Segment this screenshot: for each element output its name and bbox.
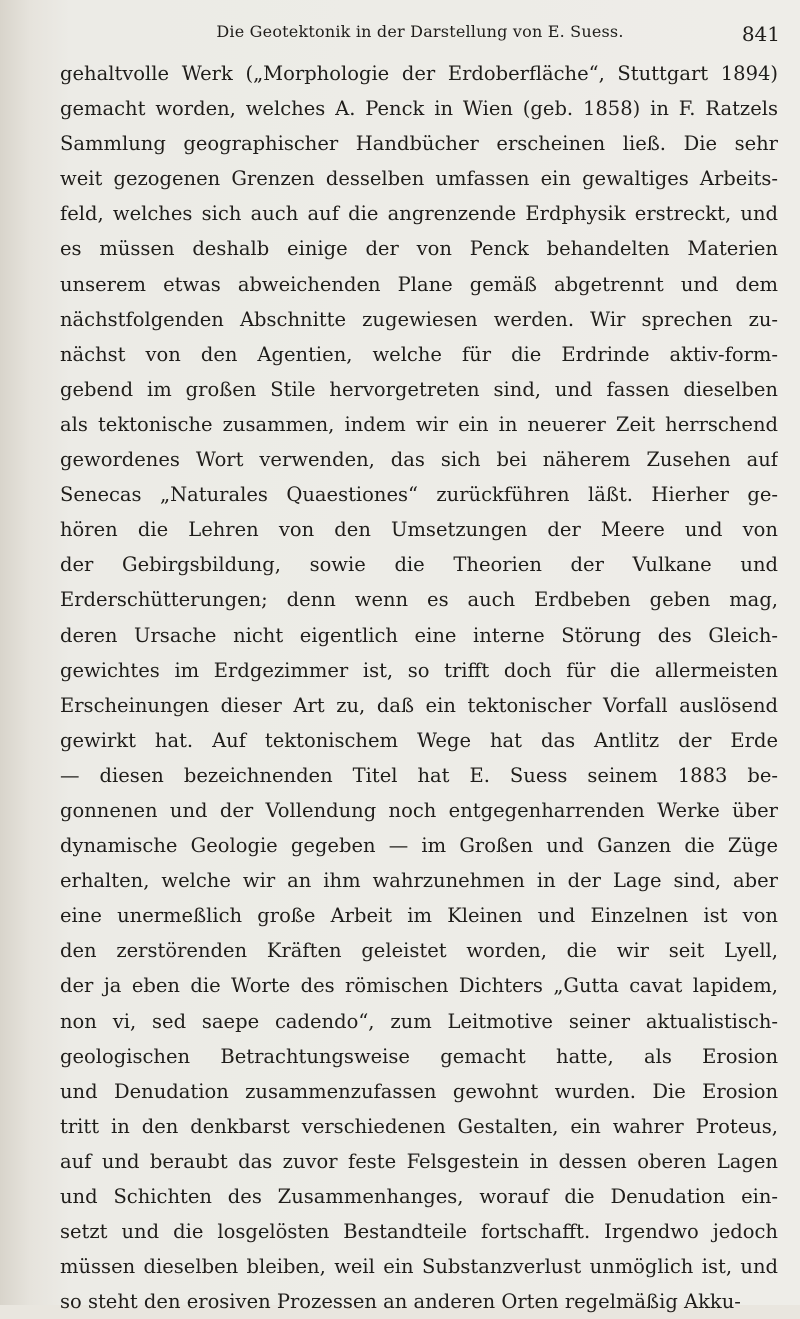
text-line: weit gezogenen Grenzen desselben umfassen ein gewaltiges Arbeits-	[60, 167, 778, 191]
text-line: gewirkt hat. Auf tektonischem Wege hat das Antlitz der Erde	[60, 728, 778, 752]
text-line: gemacht worden, welches A. Penck in Wien (geb. 1858) in F. Ratzels	[60, 97, 778, 121]
text-line: gewichtes im Erdgezimmer ist, so trifft doch für die allermeisten	[60, 658, 778, 682]
text-line: es müssen deshalb einige der von Penck behandelten Materien	[60, 237, 778, 261]
running-title: Die Geotektonik in der Darstellung von E. Suess.	[216, 22, 624, 41]
text-line: — diesen bezeichnenden Titel hat E. Suess seinem 1883 be-	[60, 763, 778, 787]
text-line: erhalten, welche wir an ihm wahrzunehmen in der Lage sind, aber	[60, 869, 778, 893]
text-line: auf und beraubt das zuvor feste Felsgestein in dessen oberen Lagen	[60, 1149, 778, 1173]
text-line: eine unermeßlich große Arbeit im Kleinen und Einzelnen ist von	[60, 904, 778, 928]
text-line: nächst von den Agentien, welche für die Erdrinde aktiv-form-	[60, 342, 778, 366]
text-line: und Denudation zusammenzufassen gewohnt wurden. Die Erosion	[60, 1079, 778, 1103]
text-line: als tektonische zusammen, indem wir ein in neuerer Zeit herrschend	[60, 412, 778, 436]
text-line: Sammlung geographischer Handbücher erscheinen ließ. Die sehr	[60, 132, 778, 156]
text-line: tritt in den denkbarst verschiedenen Gestalten, ein wahrer Proteus,	[60, 1114, 778, 1138]
text-line: geologischen Betrachtungsweise gemacht hatte, als Erosion	[60, 1044, 778, 1068]
text-line: Senecas „Naturales Quaestiones“ zurückführen läßt. Hierher ge-	[60, 483, 778, 507]
text-line: so steht den erosiven Prozessen an anderen Orten regelmäßig Akku-	[60, 1290, 741, 1314]
text-line: gewordenes Wort verwenden, das sich bei näherem Zusehen auf	[60, 448, 778, 472]
text-line: Erscheinungen dieser Art zu, daß ein tektonischer Vorfall auslösend	[60, 693, 778, 717]
text-line: Erderschütterungen; denn wenn es auch Erdbeben geben mag,	[60, 588, 778, 612]
page-number: 841	[741, 22, 780, 46]
text-line: hören die Lehren von den Umsetzungen der Meere und von	[60, 518, 778, 542]
text-line: den zerstörenden Kräften geleistet worden, die wir seit Lyell,	[60, 939, 778, 963]
text-line: setzt und die losgelösten Bestandteile fortschafft. Irgendwo jedoch	[60, 1220, 778, 1244]
text-line: deren Ursache nicht eigentlich eine interne Störung des Gleich-	[60, 623, 778, 647]
text-line: der Gebirgsbildung, sowie die Theorien der Vulkane und	[60, 553, 778, 577]
text-line: müssen dieselben bleiben, weil ein Substanzverlust unmöglich ist, und	[60, 1255, 778, 1279]
text-line: und Schichten des Zusammenhanges, worauf die Denudation ein-	[60, 1185, 778, 1208]
text-line: dynamische Geologie gegeben — im Großen und Ganzen die Züge	[60, 834, 778, 858]
page-header	[60, 14, 780, 54]
body-text	[60, 56, 778, 1319]
text-line: gonnenen und der Vollendung noch entgegenharrenden Werke über	[60, 798, 778, 822]
text-line: nächstfolgenden Abschnitte zugewiesen werden. Wir sprechen zu-	[60, 307, 778, 331]
text-line: unserem etwas abweichenden Plane gemäß abgetrennt und dem	[60, 272, 778, 296]
text-line: der ja eben die Worte des römischen Dichters „Gutta cavat lapidem,	[60, 974, 778, 998]
text-line: gebend im großen Stile hervorgetreten sind, und fassen dieselben	[60, 377, 778, 401]
text-line: gehaltvolle Werk („Morphologie der Erdoberfläche“, Stuttgart 1894)	[60, 62, 778, 85]
text-line: non vi, sed saepe cadendo“, zum Leitmotive seiner aktualistisch-	[60, 1009, 778, 1033]
text-line: feld, welches sich auch auf die angrenzende Erdphysik erstreckt, und	[60, 202, 778, 226]
